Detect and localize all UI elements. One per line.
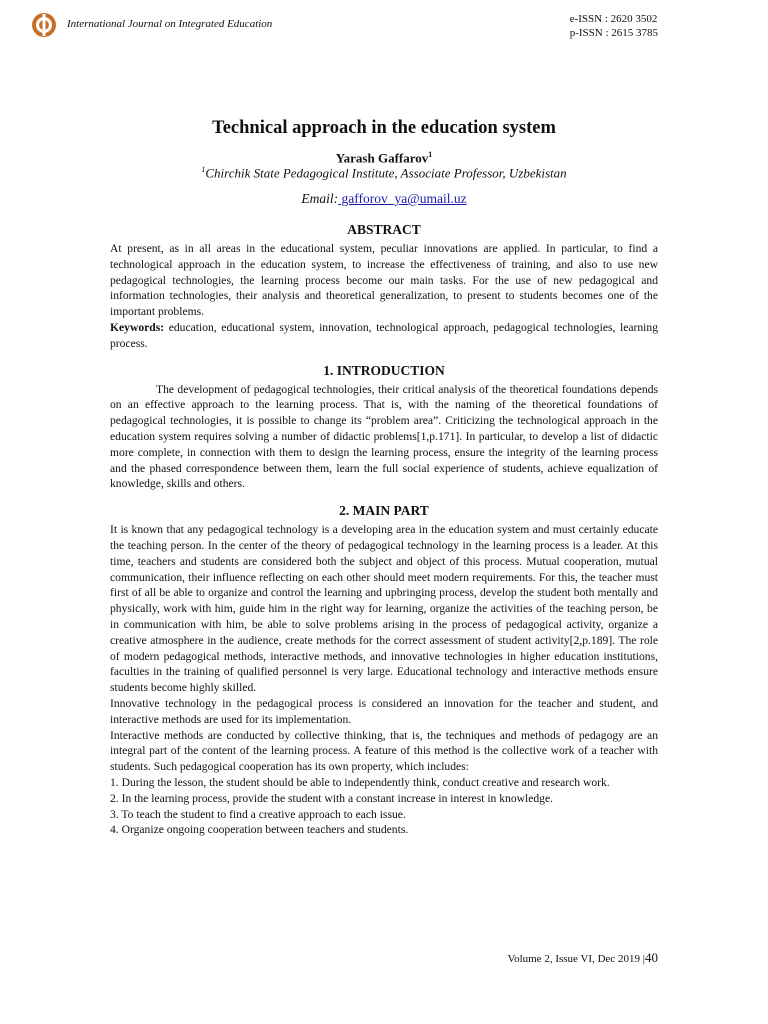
list-item: 4. Organize ongoing cooperation between teachers and students. (110, 823, 409, 837)
introduction-text: The development of pedagogical technologies, their critical analysis of the theoretical foundations depends on an effective approach to the learning process. That is, with the naming of the theoretical foundations of pedagogical technologies, it is possible to change its “problem area”. Criticizing the technological approach in the education system requires solving a number of didactic problems[1,p.171]. In particular, to develop a list of didactic more complete, in connection with them to design the learning process, ensure the integrity of the learning process and the phased correspondence between them, learn the full social experience of students, achieve equalization of knowledge, skills and others. (110, 382, 658, 491)
article-body (110, 112, 658, 838)
author-superscript: 1 (428, 150, 433, 159)
author-name: Yarash Gaffarov (335, 150, 429, 166)
page-number: 40 (645, 950, 658, 965)
eissn: e-ISSN : 2620 3502 (569, 13, 658, 25)
issue-info: Volume 2, Issue VI, Dec 2019 | (507, 953, 645, 965)
abstract-heading: ABSTRACT (347, 222, 421, 237)
author (110, 150, 658, 165)
issn-block (570, 12, 658, 40)
page-footer (508, 950, 658, 966)
introduction-heading: 1. INTRODUCTION (323, 362, 445, 378)
list-item: 1. During the lesson, the student should be able to independently think, conduct creative and research work. (110, 775, 610, 789)
main-paragraph-2: Innovative technology in the pedagogical process is considered an innovation for the teacher and student, and interactive methods are used for its implementation. (110, 696, 658, 726)
pissn: p-ISSN : 2615 3785 (569, 27, 658, 39)
main-paragraph-3: Interactive methods are conducted by collective thinking, that is, the techniques and methods of pedagogy are an integral part of the content of the learning process. A feature of this method is the collective work of a teacher with students. Such pedagogical cooperation has its own property, which includes: (110, 728, 658, 774)
journal-logo-icon (31, 12, 57, 38)
affiliation (110, 165, 658, 191)
list-item: 3. To teach the student to find a creative approach to each issue. (110, 807, 406, 821)
email-link[interactable]: gafforov_ya@umail.uz (338, 191, 467, 206)
abstract-text: At present, as in all areas in the educational system, peculiar innovations are applied. In particular, to find a technological approach in the education system, to increase the effectiveness of training, and also to use new pedagogical technologies, the learning process become our main tasks. For the use of new pedagogical and information technologies, their analysis and theoretical generalization, to present to students becomes one of the important problems. (110, 242, 658, 319)
keywords-label: Keywords: (110, 320, 165, 334)
affiliation-text: Chirchik State Pedagogical Institute, Associate Professor, Uzbekistan (205, 165, 567, 181)
email-line (110, 191, 658, 219)
email-label: Email: (301, 191, 339, 206)
affiliation-superscript: 1 (201, 165, 206, 174)
main-paragraph-1: It is known that any pedagogical technology is a developing area in the education system and must certainly educate the teaching person. In the center of the theory of pedagogical technology in the learning process is a leader. At this time, teachers and students are considered both the subject and object of this process. Mutual cooperation, mutual communication, their influence reflecting on each other should meet modern requirements. For this, the teacher must first of all be able to organize and control the learning and upbringing process, develop the student both mentally and physically, work with him, guide him in the right way for learning, organize the activities of the teaching person, be in communication with him, be able to solve problems arising in the process of pedagogical activity, organize a creative atmosphere in the audience, create methods for the correct assessment of student activity[2,p.189]. The role of modern pedagogical methods, interactive methods, and innovative technologies in higher education institutions, faculties in the training of qualified personnel is very large. Educational technology and interactive methods ensure students become highly skilled. (110, 523, 658, 695)
journal-name: International Journal on Integrated Education (67, 18, 273, 30)
list-item: 2. In the learning process, provide the student with a constant increase in interest in knowledge. (110, 791, 554, 805)
keywords-text: education, educational system, innovation, technological approach, pedagogical technologies, learning process. (110, 320, 658, 350)
main-part-heading: 2. MAIN PART (339, 503, 429, 519)
article-title: Technical approach in the education system (212, 118, 556, 138)
keywords (110, 320, 658, 352)
